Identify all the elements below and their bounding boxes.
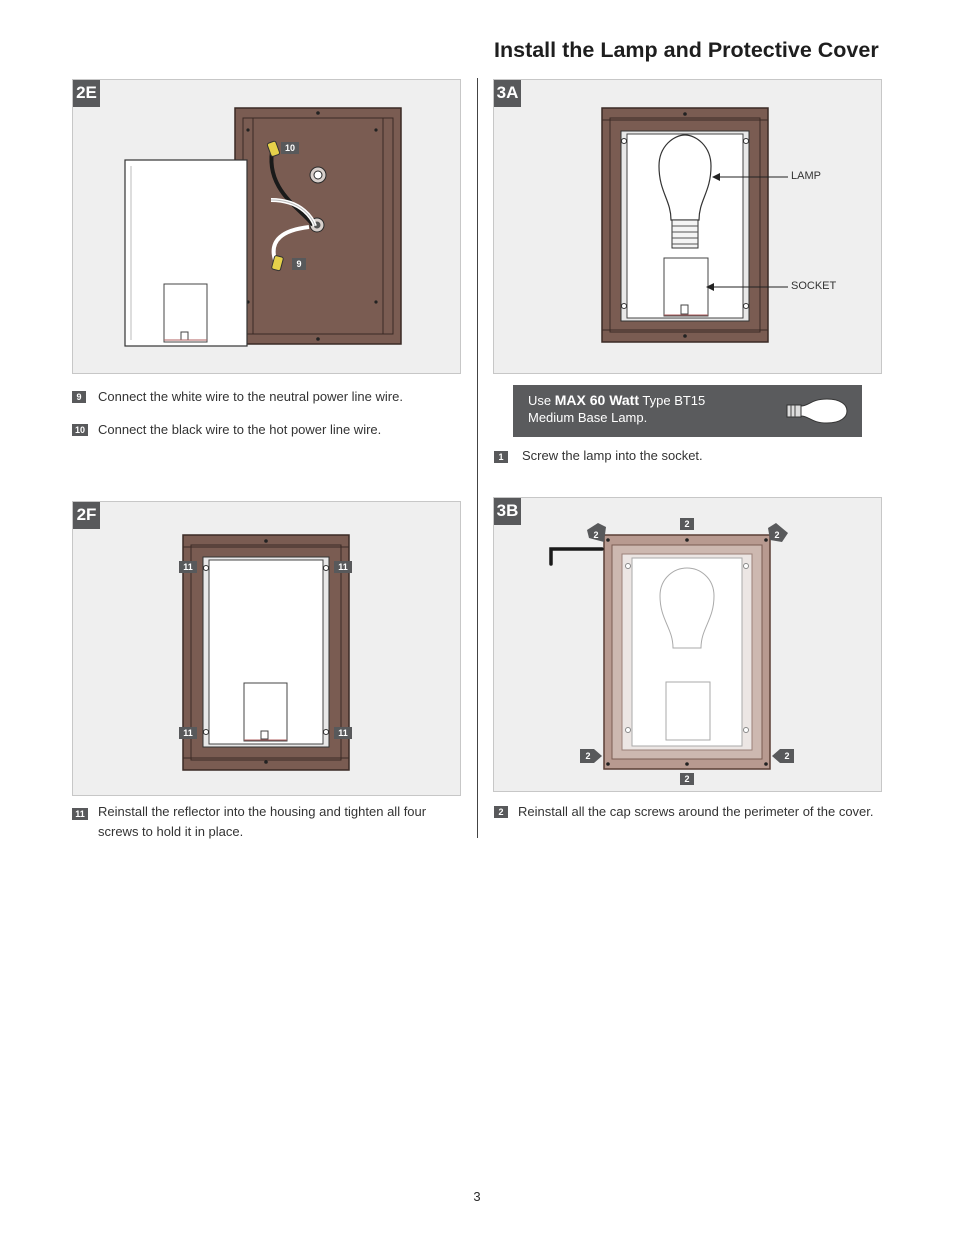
page-number: 3: [473, 1189, 481, 1204]
wiring-illustration: [73, 80, 461, 374]
callout-2-top-right: 2: [774, 530, 780, 540]
callout-2-top-left: 2: [593, 530, 599, 540]
step-text: Connect the white wire to the neutral power line wire.: [98, 389, 403, 404]
callout-11: 11: [334, 727, 352, 739]
step-text: Screw the lamp into the socket.: [522, 448, 703, 463]
step-number: 1: [494, 451, 508, 463]
panel-2f: [72, 501, 461, 796]
panel-2e: [72, 79, 461, 374]
page-title: Install the Lamp and Protective Cover: [494, 38, 879, 62]
step-number: 9: [72, 391, 86, 403]
callout-11: 11: [179, 561, 197, 573]
callout-2-bottom-left: 2: [585, 751, 591, 761]
panel-tag: 2E: [73, 80, 100, 107]
step-number: 10: [72, 424, 88, 436]
callout-11: 11: [334, 561, 352, 573]
lamp-label: LAMP: [791, 170, 821, 182]
callout-2-bottom: 2: [680, 773, 694, 785]
notice-line-2: Medium Base Lamp.: [528, 410, 648, 425]
notice-prefix: Use: [528, 393, 555, 408]
callout-9: 9: [292, 258, 306, 270]
cover-illustration: [494, 498, 882, 792]
notice-strong: MAX 60 Watt: [554, 392, 640, 408]
callout-10: 10: [281, 142, 299, 154]
step-number: 11: [72, 808, 88, 820]
step-text: Reinstall the reflector into the housing and tighten all four screws to hold it in place.: [98, 804, 427, 839]
notice-line-1: [528, 392, 705, 409]
panel-3a: [493, 79, 882, 374]
callout-2-bottom-right: 2: [784, 751, 790, 761]
step-number: 2: [494, 806, 508, 818]
panel-tag: 3A: [494, 80, 521, 107]
lamp-illustration: [494, 80, 882, 374]
step-text: Connect the black wire to the hot power line wire.: [98, 422, 382, 437]
column-divider: [477, 78, 478, 838]
notice-suffix: Type BT15: [639, 393, 706, 408]
panel-tag: 2F: [73, 502, 100, 529]
reflector-illustration: [73, 502, 461, 796]
callout-2-top: 2: [680, 518, 694, 530]
panel-3b: [493, 497, 882, 792]
bulb-icon: [785, 397, 849, 425]
callout-11: 11: [179, 727, 197, 739]
step-text: Reinstall all the cap screws around the perimeter of the cover.: [518, 804, 874, 819]
max-wattage-notice: [513, 385, 862, 437]
socket-label: SOCKET: [791, 280, 837, 292]
panel-tag: 3B: [494, 498, 521, 525]
